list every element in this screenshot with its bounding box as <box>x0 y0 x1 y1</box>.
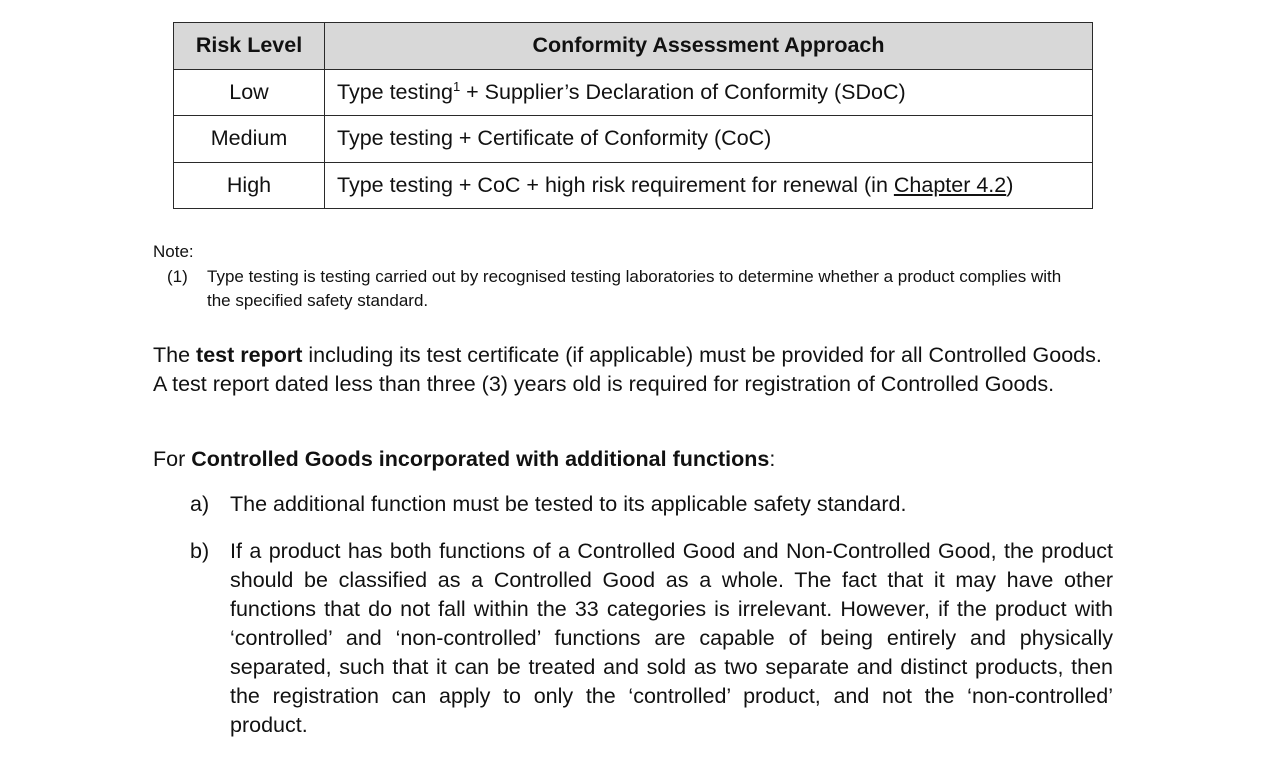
approach-cell <box>325 162 1093 209</box>
paragraph-text: : <box>769 447 776 471</box>
risk-level-cell: Low <box>174 69 325 116</box>
approach-text: ) <box>1006 172 1014 197</box>
conformity-table <box>173 22 1093 209</box>
list-item <box>190 537 1113 740</box>
approach-text: Type testing <box>337 79 453 104</box>
list-text: If a product has both functions of a Controlled Good and Non-Controlled Good, the product should be classified as a Controlled Good as a whole. The fact that it may have other functions that do not fall within the 33 categories is irrelevant. However, if the product with ‘controlled’ and ‘non-controlled’ functions are capable of being entirely and physically separated, such that it can be treated and sold as two separate and distinct products, then the registration can apply to only the ‘controlled’ product, and not the ‘non-controlled’ product. <box>230 539 1113 737</box>
footnote-text: Type testing is testing carried out by recognised testing laboratories to determine whether a product complies with the specified safety standard. <box>207 267 1062 310</box>
table-header-row <box>174 23 1093 70</box>
paragraph-bold: Controlled Goods incorporated with additional functions <box>191 447 770 471</box>
header-risk-level: Risk Level <box>174 23 325 70</box>
footnote-item <box>167 265 1067 313</box>
risk-level-cell: High <box>174 162 325 209</box>
footnote-marker: (1) <box>167 267 188 286</box>
list-text: The additional function must be tested to its applicable safety standard. <box>230 492 907 516</box>
table-row <box>174 162 1093 209</box>
additional-functions-heading <box>153 445 1113 474</box>
paragraph-bold: test report <box>196 343 303 367</box>
approach-cell <box>325 69 1093 116</box>
approach-text: Type testing + CoC + high risk requirement for renewal (in <box>337 172 894 197</box>
test-report-paragraph <box>153 341 1113 399</box>
list-item <box>190 490 1113 519</box>
note-label: Note: <box>153 242 194 261</box>
list-marker: a) <box>190 492 210 516</box>
header-approach: Conformity Assessment Approach <box>325 23 1093 70</box>
paragraph-text: For <box>153 447 192 471</box>
approach-cell: Type testing + Certificate of Conformity (CoC) <box>325 116 1093 163</box>
table-row <box>174 116 1093 163</box>
risk-level-cell: Medium <box>174 116 325 163</box>
list-marker: b) <box>190 539 210 563</box>
approach-text: + Supplier’s Declaration of Conformity (SDoC) <box>460 79 906 104</box>
footnote-ref[interactable]: 1 <box>452 78 461 94</box>
paragraph-text: The <box>153 343 197 367</box>
chapter-link[interactable]: Chapter 4.2 <box>893 172 1007 197</box>
table-row <box>174 69 1093 116</box>
paragraph-text: including its test certificate (if applicable) must be provided for all Controlled Goods. A test report dated less than three (3) years old is required for registration of Controlled Goods. <box>153 343 1102 396</box>
